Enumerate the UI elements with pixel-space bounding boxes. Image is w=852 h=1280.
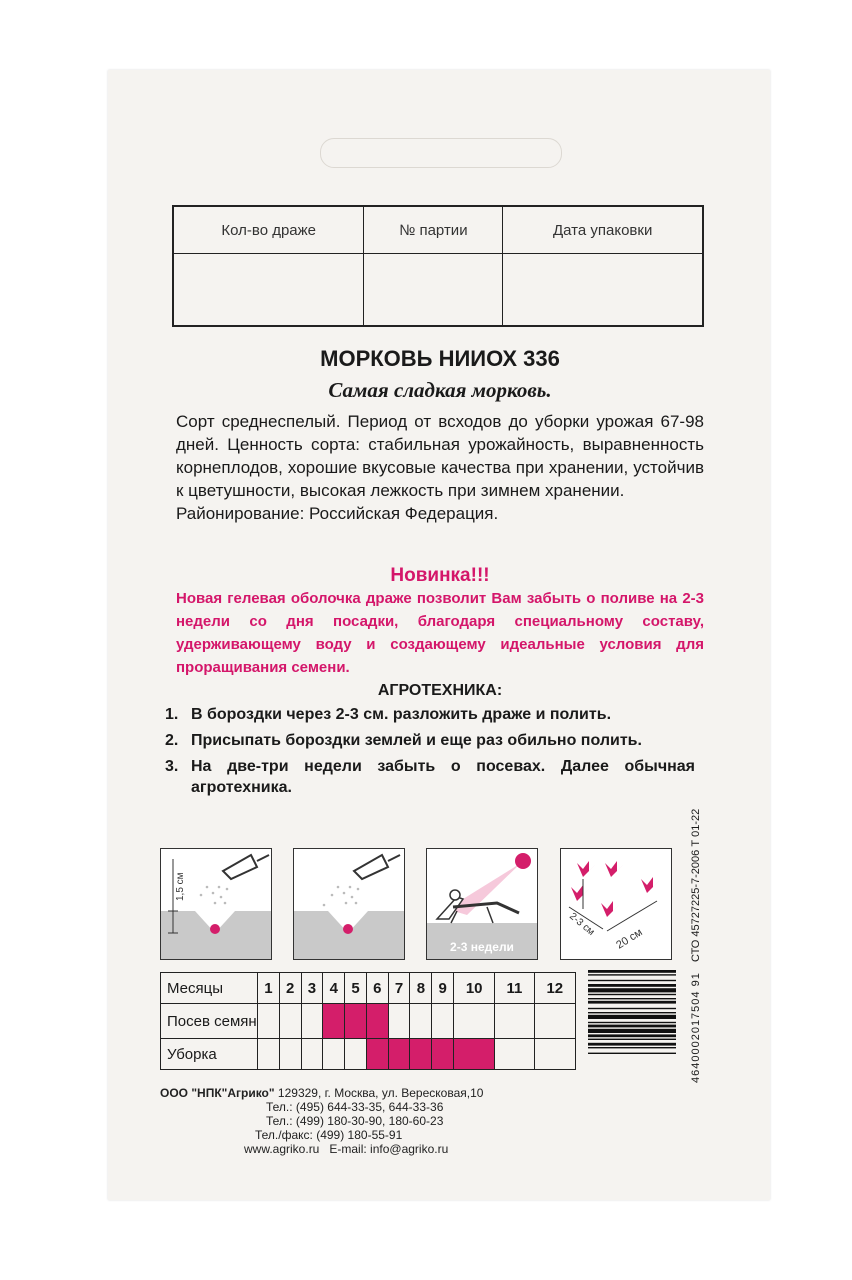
- website-link[interactable]: www.agriko.ru: [244, 1142, 320, 1156]
- web-line: [160, 1142, 580, 1156]
- harvest-label: Уборка: [161, 1039, 258, 1070]
- barcode-number: 4640002017504 91: [690, 972, 702, 1083]
- agro-step: 3. На две-три недели забыть о посевах. Далее обычная агротехника.: [165, 758, 695, 796]
- month-cell: 3: [301, 973, 323, 1004]
- month-cell: 9: [432, 973, 454, 1004]
- calendar-cell: [495, 1004, 534, 1039]
- pack-date-header: Дата упаковки: [503, 206, 703, 254]
- pack-date-value: [503, 254, 703, 327]
- sowing-label: Посев семян: [161, 1004, 258, 1039]
- calendar-cell: [279, 1004, 301, 1039]
- company-line: [160, 1086, 580, 1100]
- product-subtitle: Самая сладкая морковь.: [328, 378, 552, 402]
- month-cell: 12: [534, 973, 575, 1004]
- quantity-header: Кол-во драже: [173, 206, 364, 254]
- agro-step: 2. Присыпать бороздки землей и еще раз обильно полить.: [165, 732, 642, 749]
- calendar-cell: [432, 1004, 454, 1039]
- calendar-cell: [258, 1039, 280, 1070]
- description: [176, 410, 704, 525]
- calendar-cell: [454, 1039, 495, 1070]
- depth-label: 1,5 см: [175, 872, 186, 901]
- month-cell: 5: [345, 973, 367, 1004]
- phone-1: Тел.: (495) 644-33-35, 644-33-36: [266, 1100, 444, 1114]
- calendar-cell: [279, 1039, 301, 1070]
- calendar-cell: [534, 1039, 575, 1070]
- company-address: 129329, г. Москва, ул. Вересковая,10: [277, 1086, 484, 1100]
- calendar-cell: [388, 1004, 410, 1039]
- phone-2: Тел.: (499) 180-30-90, 180-60-23: [266, 1114, 444, 1128]
- month-cell: 7: [388, 973, 410, 1004]
- contacts: [160, 1086, 580, 1156]
- month-cell: 6: [366, 973, 388, 1004]
- calendar-cell: [345, 1004, 367, 1039]
- calendar-cell: [432, 1039, 454, 1070]
- weeks-label: 2-3 недели: [450, 940, 514, 954]
- spacing-pictogram: [560, 848, 672, 960]
- company-name: ООО "НПК"Агрико": [160, 1086, 275, 1100]
- zoning-text: Районирование: Российская Федерация.: [176, 504, 499, 523]
- batch-header: № партии: [364, 206, 503, 254]
- months-label: Месяцы: [161, 973, 258, 1004]
- month-cell: 1: [258, 973, 280, 1004]
- email-link[interactable]: E-mail: info@agriko.ru: [329, 1142, 449, 1156]
- month-cell: 2: [279, 973, 301, 1004]
- sowing-calendar: [160, 972, 576, 1070]
- cover-water-pictogram: [293, 848, 405, 960]
- calendar-cell: [388, 1039, 410, 1070]
- calendar-cell: [345, 1039, 367, 1070]
- novelty-text: Новая гелевая оболочка драже позволит Вам забыть о поливе на 2-3 недели со дня посадки, благодаря специальному составу, удерживающему воду и создающему идеальные условия для проращивания семени.: [176, 590, 704, 676]
- calendar-cell: [410, 1004, 432, 1039]
- calendar-cell: [410, 1039, 432, 1070]
- calendar-cell: [534, 1004, 575, 1039]
- calendar-cell: [258, 1004, 280, 1039]
- sowing-row: [161, 1004, 576, 1039]
- calendar-cell: [366, 1039, 388, 1070]
- hang-slot: [320, 138, 562, 168]
- plant-spacing-label: 20 см: [614, 926, 645, 952]
- agro-step: 1. В бороздки через 2-3 см. разложить драже и полить.: [165, 706, 612, 723]
- barcode: [588, 970, 676, 1088]
- fax: Тел./факс: (499) 180-55-91: [255, 1128, 403, 1142]
- month-cell: 8: [410, 973, 432, 1004]
- sowing-depth-pictogram: [160, 848, 272, 960]
- batch-value: [364, 254, 503, 327]
- month-cell: 11: [495, 973, 534, 1004]
- batch-info-table: [172, 205, 704, 327]
- agro-steps: [165, 704, 695, 803]
- rest-weeks-pictogram: [426, 848, 538, 960]
- standard-code: СТО 45727225-7-2006 Т 01-22: [690, 808, 702, 962]
- month-cell: 4: [323, 973, 345, 1004]
- row-spacing-label: 2-3 см: [567, 910, 597, 939]
- novelty-title: Новинка!!!: [390, 565, 490, 586]
- agro-title: АГРОТЕХНИКА:: [377, 682, 503, 699]
- calendar-cell: [366, 1004, 388, 1039]
- calendar-cell: [454, 1004, 495, 1039]
- description-text: Сорт среднеспелый. Период от всходов до уборки урожая 67-98 дней. Ценность сорта: стабильная урожайность, выравненность корнеплодов, хорошие вкусовые качества при хранении, устойчив к цветушности, высокая лежкость при зимнем хранении.: [176, 412, 704, 500]
- quantity-value: [173, 254, 364, 327]
- product-title: МОРКОВЬ НИИОХ 336: [320, 346, 560, 371]
- month-cell: 10: [454, 973, 495, 1004]
- calendar-cell: [323, 1039, 345, 1070]
- calendar-cell: [301, 1004, 323, 1039]
- calendar-cell: [323, 1004, 345, 1039]
- harvest-row: [161, 1039, 576, 1070]
- months-row: [161, 973, 576, 1004]
- calendar-cell: [301, 1039, 323, 1070]
- calendar-cell: [495, 1039, 534, 1070]
